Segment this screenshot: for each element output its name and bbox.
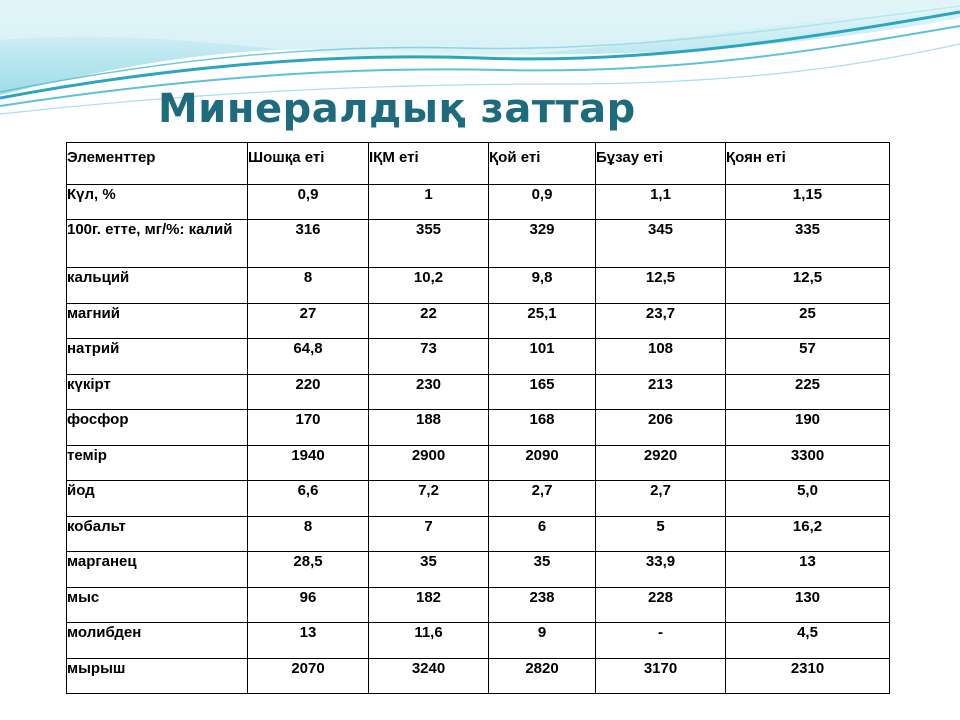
table-cell: 28,5 xyxy=(248,552,369,588)
table-cell: 6,6 xyxy=(248,481,369,517)
table-cell: 228 xyxy=(596,587,726,623)
row-label: кобальт xyxy=(67,516,248,552)
row-label: марганец xyxy=(67,552,248,588)
row-label: темір xyxy=(67,445,248,481)
table-cell: 316 xyxy=(248,220,369,268)
table-cell: 7,2 xyxy=(369,481,489,517)
table-cell: 225 xyxy=(726,374,890,410)
table-cell: 238 xyxy=(489,587,596,623)
table-cell: 130 xyxy=(726,587,890,623)
table-cell: 13 xyxy=(726,552,890,588)
table-cell: 2900 xyxy=(369,445,489,481)
table-cell: 170 xyxy=(248,410,369,446)
row-label: магний xyxy=(67,303,248,339)
table-cell: 355 xyxy=(369,220,489,268)
table-cell: 5 xyxy=(596,516,726,552)
table-cell: 13 xyxy=(248,623,369,659)
table-cell: 64,8 xyxy=(248,339,369,375)
table-cell: 1,1 xyxy=(596,184,726,220)
table-cell: 22 xyxy=(369,303,489,339)
row-label: молибден xyxy=(67,623,248,659)
row-label: йод xyxy=(67,481,248,517)
table-cell: 6 xyxy=(489,516,596,552)
table-row xyxy=(67,445,890,481)
row-label: фосфор xyxy=(67,410,248,446)
table-row xyxy=(67,303,890,339)
table-row xyxy=(67,623,890,659)
table-row xyxy=(67,374,890,410)
table-cell: 190 xyxy=(726,410,890,446)
table-row xyxy=(67,552,890,588)
page-title: Минералдық заттар xyxy=(158,86,636,132)
table-cell: 168 xyxy=(489,410,596,446)
table-cell: 206 xyxy=(596,410,726,446)
table-cell: 27 xyxy=(248,303,369,339)
column-header: Шошқа еті xyxy=(248,143,369,185)
table-cell: 7 xyxy=(369,516,489,552)
table-cell: 3300 xyxy=(726,445,890,481)
table-cell: 25,1 xyxy=(489,303,596,339)
table-cell: 230 xyxy=(369,374,489,410)
table-cell: 35 xyxy=(369,552,489,588)
table-body xyxy=(67,184,890,694)
table-cell: 345 xyxy=(596,220,726,268)
column-header: Бұзау еті xyxy=(596,143,726,185)
table-cell: 10,2 xyxy=(369,268,489,304)
table-cell: 12,5 xyxy=(596,268,726,304)
column-header: Қоян еті xyxy=(726,143,890,185)
column-header: ІҚМ еті xyxy=(369,143,489,185)
column-header: Қой еті xyxy=(489,143,596,185)
table-cell: 11,6 xyxy=(369,623,489,659)
table-cell: 1940 xyxy=(248,445,369,481)
table-row xyxy=(67,658,890,694)
table-cell: 329 xyxy=(489,220,596,268)
table-row xyxy=(67,184,890,220)
table-cell: 335 xyxy=(726,220,890,268)
column-header: Элементтер xyxy=(67,143,248,185)
table-cell: 12,5 xyxy=(726,268,890,304)
row-label: 100г. етте, мг/%: калий xyxy=(67,220,248,268)
row-label: мыс xyxy=(67,587,248,623)
table-cell: 2310 xyxy=(726,658,890,694)
table-cell: 2070 xyxy=(248,658,369,694)
row-label: кальций xyxy=(67,268,248,304)
table-cell: 182 xyxy=(369,587,489,623)
table-cell: 3240 xyxy=(369,658,489,694)
table-cell: 1 xyxy=(369,184,489,220)
table-row xyxy=(67,587,890,623)
table-cell: 213 xyxy=(596,374,726,410)
table-row xyxy=(67,268,890,304)
table-cell: 220 xyxy=(248,374,369,410)
table-cell: 0,9 xyxy=(489,184,596,220)
row-label: Күл, % xyxy=(67,184,248,220)
table-row xyxy=(67,339,890,375)
table-cell: 2920 xyxy=(596,445,726,481)
table-header-row xyxy=(67,143,890,185)
table-cell: 8 xyxy=(248,516,369,552)
table-cell: 8 xyxy=(248,268,369,304)
table-row xyxy=(67,516,890,552)
table-cell: 108 xyxy=(596,339,726,375)
table-cell: 33,9 xyxy=(596,552,726,588)
table-cell: 25 xyxy=(726,303,890,339)
table-cell: 2820 xyxy=(489,658,596,694)
table-cell: 0,9 xyxy=(248,184,369,220)
table-cell: 2090 xyxy=(489,445,596,481)
table-cell: 4,5 xyxy=(726,623,890,659)
table-cell: 188 xyxy=(369,410,489,446)
minerals-table xyxy=(66,142,890,694)
table-cell: 2,7 xyxy=(596,481,726,517)
table-cell: 1,15 xyxy=(726,184,890,220)
table-cell: 73 xyxy=(369,339,489,375)
table-cell: 35 xyxy=(489,552,596,588)
table-cell: 96 xyxy=(248,587,369,623)
table-cell: 2,7 xyxy=(489,481,596,517)
table-cell: 9,8 xyxy=(489,268,596,304)
table-row xyxy=(67,220,890,268)
table-cell: 5,0 xyxy=(726,481,890,517)
table-row xyxy=(67,410,890,446)
row-label: натрий xyxy=(67,339,248,375)
table-cell: 9 xyxy=(489,623,596,659)
table-row xyxy=(67,481,890,517)
row-label: мырыш xyxy=(67,658,248,694)
table-cell: 57 xyxy=(726,339,890,375)
table-cell: 23,7 xyxy=(596,303,726,339)
table-cell: 101 xyxy=(489,339,596,375)
table-cell: - xyxy=(596,623,726,659)
row-label: күкірт xyxy=(67,374,248,410)
table-cell: 165 xyxy=(489,374,596,410)
table-cell: 3170 xyxy=(596,658,726,694)
table-cell: 16,2 xyxy=(726,516,890,552)
